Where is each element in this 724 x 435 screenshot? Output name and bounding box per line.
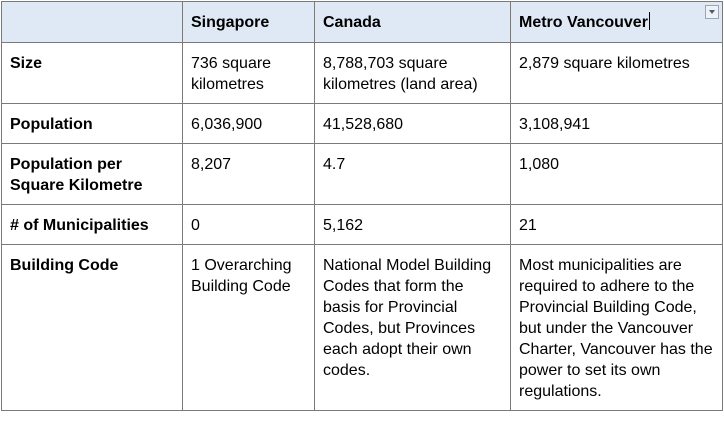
text-cursor	[649, 12, 650, 30]
row-label-building-code[interactable]: Building Code	[2, 245, 183, 411]
row-label-municipalities[interactable]: # of Municipalities	[2, 205, 183, 245]
header-cell-singapore[interactable]: Singapore	[183, 2, 315, 43]
header-corner-cell[interactable]	[2, 2, 183, 43]
table-cell[interactable]: 736 square kilometres	[183, 43, 315, 104]
table-cell[interactable]: Most municipalities are required to adhere to the Provincial Building Code, but under the Vancouver Charter, Vancouver has the power to set its own regulations.	[511, 245, 723, 411]
table-row	[2, 104, 723, 144]
row-label-population[interactable]: Population	[2, 104, 183, 144]
table-header-row	[2, 2, 723, 43]
table-cell[interactable]: 21	[511, 205, 723, 245]
table-row	[2, 43, 723, 104]
table-cell[interactable]: 3,108,941	[511, 104, 723, 144]
table-row	[2, 205, 723, 245]
table-row	[2, 245, 723, 411]
table-cell[interactable]: 8,788,703 square kilometres (land area)	[315, 43, 511, 104]
table-row	[2, 144, 723, 205]
table-cell[interactable]: 6,036,900	[183, 104, 315, 144]
row-label-size[interactable]: Size	[2, 43, 183, 104]
chevron-down-icon[interactable]	[705, 5, 719, 19]
row-label-population-density[interactable]: Population per Square Kilometre	[2, 144, 183, 205]
table-cell[interactable]: National Model Building Codes that form the basis for Provincial Codes, but Provinces each adopt their own codes.	[315, 245, 511, 411]
comparison-table	[1, 1, 723, 411]
header-cell-metro-vancouver[interactable]	[511, 2, 723, 43]
table-cell[interactable]: 4.7	[315, 144, 511, 205]
table-cell[interactable]: 1,080	[511, 144, 723, 205]
table-cell[interactable]: 0	[183, 205, 315, 245]
table-cell[interactable]: 5,162	[315, 205, 511, 245]
table-cell[interactable]: 41,528,680	[315, 104, 511, 144]
table-cell[interactable]: 2,879 square kilometres	[511, 43, 723, 104]
table-cell[interactable]: 1 Overarching Building Code	[183, 245, 315, 411]
table-cell[interactable]: 8,207	[183, 144, 315, 205]
header-cell-canada[interactable]: Canada	[315, 2, 511, 43]
header-cell-metro-vancouver-text: Metro Vancouver	[519, 14, 648, 31]
